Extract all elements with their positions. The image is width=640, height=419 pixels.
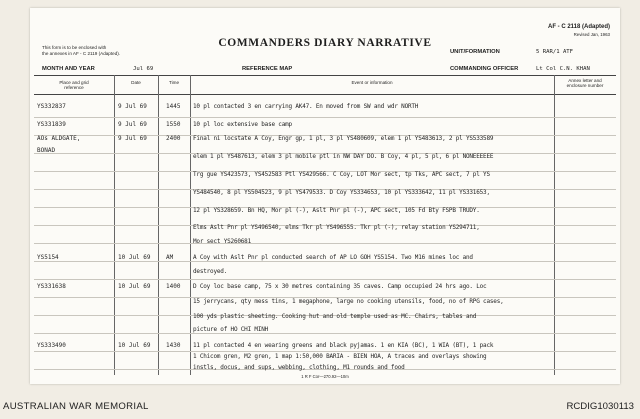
- col-header-place: Place and grid reference: [59, 80, 89, 91]
- entry-time: 1400: [166, 283, 181, 290]
- ruled-line: [34, 333, 616, 334]
- ruled-line: [34, 117, 616, 118]
- ruled-line: [34, 243, 616, 244]
- entry-date: 9 Jul 69: [118, 103, 147, 110]
- entry-text-line: A Coy with Aslt Pnr pl conducted search of AP LO GOH YS5154. Two M16 mines loc and: [193, 254, 473, 261]
- reference-map-label: REFERENCE MAP: [242, 66, 293, 72]
- entry-time: AM: [166, 254, 174, 261]
- entry-time: 1430: [166, 342, 181, 349]
- entry-text-line: Trg gue YS423573, YS452583 Ptl YS429566. C Coy, LOT Mor sect, tp Tks, APC sect, 7 pl YS: [193, 171, 490, 178]
- enclosure-note-line-1: This form is to be enclosed with: [42, 45, 107, 50]
- unit-value: 5 RAR/1 ATF: [536, 49, 574, 55]
- entry-date: 10 Jul 69: [118, 254, 151, 261]
- archive-reference: RCDIG1030113: [566, 401, 634, 412]
- entry-date: 10 Jul 69: [118, 283, 151, 290]
- col-header-annex: Annex letter and enclosure number: [566, 78, 604, 89]
- entry-date: 10 Jul 69: [118, 342, 151, 349]
- entry-place: YS5154: [37, 254, 59, 261]
- unit-label: UNIT/FORMATION: [450, 49, 500, 55]
- entry-text-line: 100 yds plastic sheeting. Cooking hut and old temple used as MC. Chairs, tables and: [193, 313, 477, 320]
- entry-place: YS332837: [37, 103, 66, 110]
- entry-time: 2400: [166, 135, 181, 142]
- commanding-officer-label: COMMANDING OFFICER: [450, 66, 519, 72]
- entry-place: YS331839: [37, 121, 66, 128]
- diary-form: [30, 8, 620, 384]
- form-footer-printline: 1 R F Cor—270.92—10m: [301, 374, 349, 379]
- entry-text-line: Elms Aslt Pnr pl YS496540, elms Tkr pl YS496555. Tkr pl (-), relay station YS294711,: [193, 224, 480, 231]
- ruled-line: [34, 351, 616, 352]
- month-value: Jul 69: [133, 66, 154, 72]
- entry-text-line: Final ni locstate A Coy, Engr gp, 1 pl, 3 pl YS480609, elem 1 pl YS483613, 2 pl YS533589: [193, 135, 494, 142]
- entry-text-line: D Coy loc base camp, 75 x 30 metres containing 35 caves. Camp occupied 24 hrs ago. Loc: [193, 283, 487, 290]
- entry-text-line: instls, docus, and sups, webbing, clothing, M1 rounds and food: [193, 364, 405, 371]
- entry-time: 1550: [166, 121, 181, 128]
- entry-text-line: 15 jerrycans, qty mess tins, 1 megaphone, large no cooking utensils, food, no of RPG cases,: [193, 298, 504, 305]
- enclosure-note-line-2: the annexes in AF - C 2119 (Adapted).: [42, 51, 121, 56]
- header-bottom-rule: [34, 94, 616, 95]
- ruled-line: [34, 261, 616, 262]
- col-header-event: Event or information: [351, 80, 393, 85]
- col-header-time: Time: [168, 80, 180, 85]
- form-title: COMMANDERS DIARY NARRATIVE: [218, 37, 432, 49]
- entry-place: YS331638: [37, 283, 66, 290]
- entry-text-line: 1 Chicom gren, M2 gren, 1 map 1:50,000 BARIA - BIEN HOA, A traces and overlays showing: [193, 353, 487, 360]
- entry-text-line: 12 pl YS328659. Bn HQ, Mor pl (-), Aslt Pnr pl (-), APC sect, 105 Fd Bty FSPB TRUDY.: [193, 207, 480, 214]
- entry-place-continued: BONAD: [37, 147, 56, 154]
- entry-date: 9 Jul 69: [118, 135, 147, 142]
- entry-text-line: 11 pl contacted 4 en wearing greens and black pyjamas. 1 en KIA (BC), 1 WIA (BT), 1 pack: [193, 342, 494, 349]
- entry-time: 1445: [166, 103, 181, 110]
- form-revision: Revised Jan, 1963: [573, 32, 610, 37]
- entry-text-line: 10 pl contacted 3 en carrying AK47. En moved from SW and wdr NORTH: [193, 103, 419, 110]
- ruled-line: [34, 279, 616, 280]
- entry-text-line: Mor sect YS260681: [193, 238, 252, 245]
- entry-text-line: YS484540, 8 pl YS504523, 9 pl YS479533. D Coy YS334653, 10 pl YS333642, 11 pl YS331653,: [193, 189, 490, 196]
- entry-text-line: destroyed.: [193, 268, 228, 275]
- entry-date: 9 Jul 69: [118, 121, 147, 128]
- entry-text-line: picture of HO CHI MINH: [193, 326, 269, 333]
- month-label: MONTH AND YEAR: [42, 66, 95, 72]
- entry-text-line: elem 1 pl YS487613, elem 3 pl mobile ptl in NW DAY DO. B Coy, 4 pl, 5 pl, 6 pl NONEEEEEE: [193, 153, 494, 160]
- archive-name: AUSTRALIAN WAR MEMORIAL: [3, 401, 149, 412]
- entry-place: YS333490: [37, 342, 66, 349]
- entry-place: AOs ALDGATE,: [37, 135, 81, 142]
- archive-caption-bar: [0, 393, 640, 419]
- col-header-date: Date: [131, 80, 141, 85]
- header-top-rule: [34, 75, 616, 76]
- form-code: AF - C 2118 (Adapted): [547, 24, 610, 30]
- entry-text-line: 10 pl loc extensive base camp: [193, 121, 292, 128]
- commanding-officer-value: Lt Col C.N. KHAN: [536, 66, 590, 72]
